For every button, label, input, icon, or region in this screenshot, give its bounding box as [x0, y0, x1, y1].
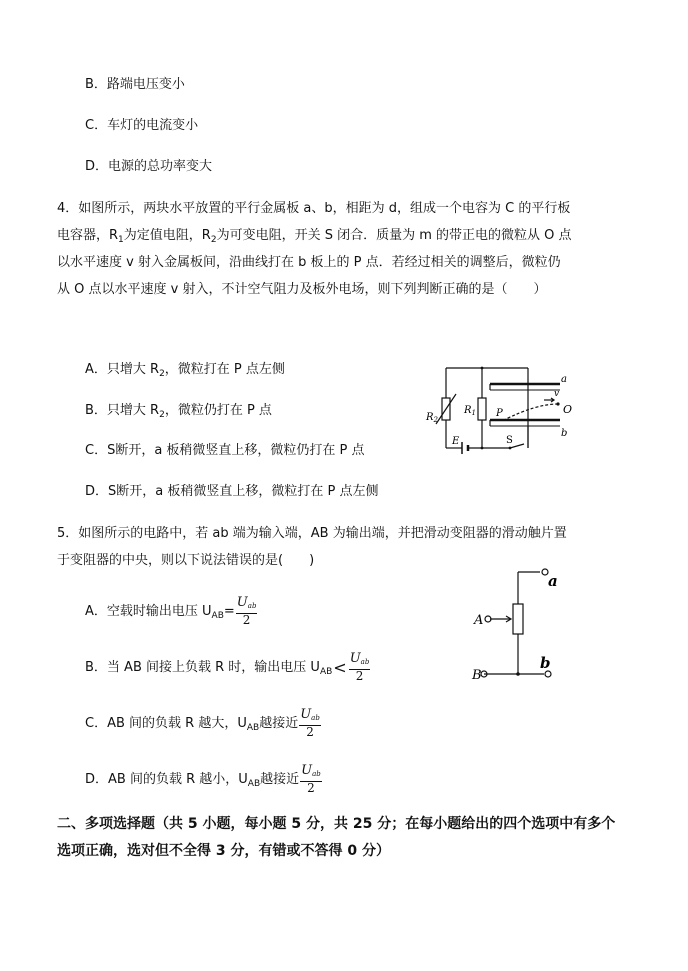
q4-label-r2: $R_2$ [426, 412, 438, 424]
fraction-uab-half: $\frac{U_{ab}}{2}$ [301, 763, 321, 795]
q5-option-d: D．AB 间的负载 R 越小，$U_{AB}$越接近 $\frac{U_{ab}}{2}$ [85, 763, 321, 795]
section2-heading-line2: 选项正确，选对但不全得 3 分，有错或不答得 0 分） [57, 843, 390, 859]
q3-option-c: C．车灯的电流变小 [85, 118, 199, 133]
q4-label-r1: $R_1$ [464, 405, 476, 417]
q5-label-a: a [548, 572, 558, 590]
q3-option-b: B．路端电压变小 [85, 77, 185, 92]
q5-option-b: B．当 AB 间接上负载 R 时，输出电压 $U_{AB}<$ $\frac{U_{ab}}{2}$ [85, 651, 370, 683]
q5-option-a: A．空载时输出电压 $U_{AB}=$ $\frac{U_{ab}}{2}$ [85, 595, 257, 627]
q4-stem-line1: 4．如图所示，两块水平放置的平行金属板 a、b，相距为 d，组成一个电容为 C 的平行板 [57, 201, 571, 216]
q5-label-A: A [474, 613, 484, 628]
q4-option-a: A．只增大 $R_2$，微粒打在 P 点左侧 [85, 362, 285, 379]
q4-stem-line3: 以水平速度 v 射入金属板间，沿曲线打在 b 板上的 P 点．若经过相关的调整后，微粒仍 [57, 255, 561, 270]
q4-label-e: E [452, 436, 460, 447]
q4-label-p: P [496, 408, 503, 419]
q4-label-v: v [554, 389, 560, 399]
q5-stem-line2: 于变阻器的中央，则以下说法错误的是( ) [57, 553, 315, 568]
q4-circuit-diagram [418, 360, 578, 460]
q4-label-a: a [561, 374, 567, 385]
q5-label-B: B [472, 668, 482, 683]
q4-label-s: S [506, 435, 513, 446]
q4-label-b: b [561, 428, 568, 439]
q4-stem-line2: 电容器，$R_1$为定值电阻，$R_2$为可变电阻，开关 S 闭合．质量为 m 的带正电的微粒从 O 点 [57, 228, 572, 245]
fraction-uab-half: $\frac{U_{ab}}{2}$ [236, 595, 257, 627]
fraction-uab-half: $\frac{U_{ab}}{2}$ [300, 707, 320, 739]
section2-heading-line1: 二、多项选择题（共 5 小题，每小题 5 分，共 25 分；在每小题给出的四个选项中有多个 [57, 816, 616, 832]
q5-option-c: C．AB 间的负载 R 越大，$U_{AB}$越接近 $\frac{U_{ab}}{2}$ [85, 707, 320, 739]
fraction-uab-half: $\frac{U_{ab}}{2}$ [349, 651, 370, 683]
q5-stem-line1: 5．如图所示的电路中，若 ab 端为输入端，AB 为输出端，并把滑动变阻器的滑动触片置 [57, 526, 567, 541]
q3-option-d: D．电源的总功率变大 [85, 159, 213, 174]
q5-label-b: b [540, 654, 551, 672]
q4-stem-line4: 从 O 点以水平速度 v 射入，不计空气阻力及板外电场，则下列判断正确的是（ ） [57, 282, 547, 297]
q4-option-d: D．S断开，a 板稍微竖直上移，微粒打在 P 点左侧 [85, 484, 379, 499]
q5-circuit-diagram [468, 562, 568, 692]
q4-option-b: B．只增大 $R_2$，微粒仍打在 P 点 [85, 403, 272, 420]
q4-label-o: O [563, 403, 573, 416]
q4-option-c: C．S断开，a 板稍微竖直上移，微粒仍打在 P 点 [85, 443, 365, 458]
